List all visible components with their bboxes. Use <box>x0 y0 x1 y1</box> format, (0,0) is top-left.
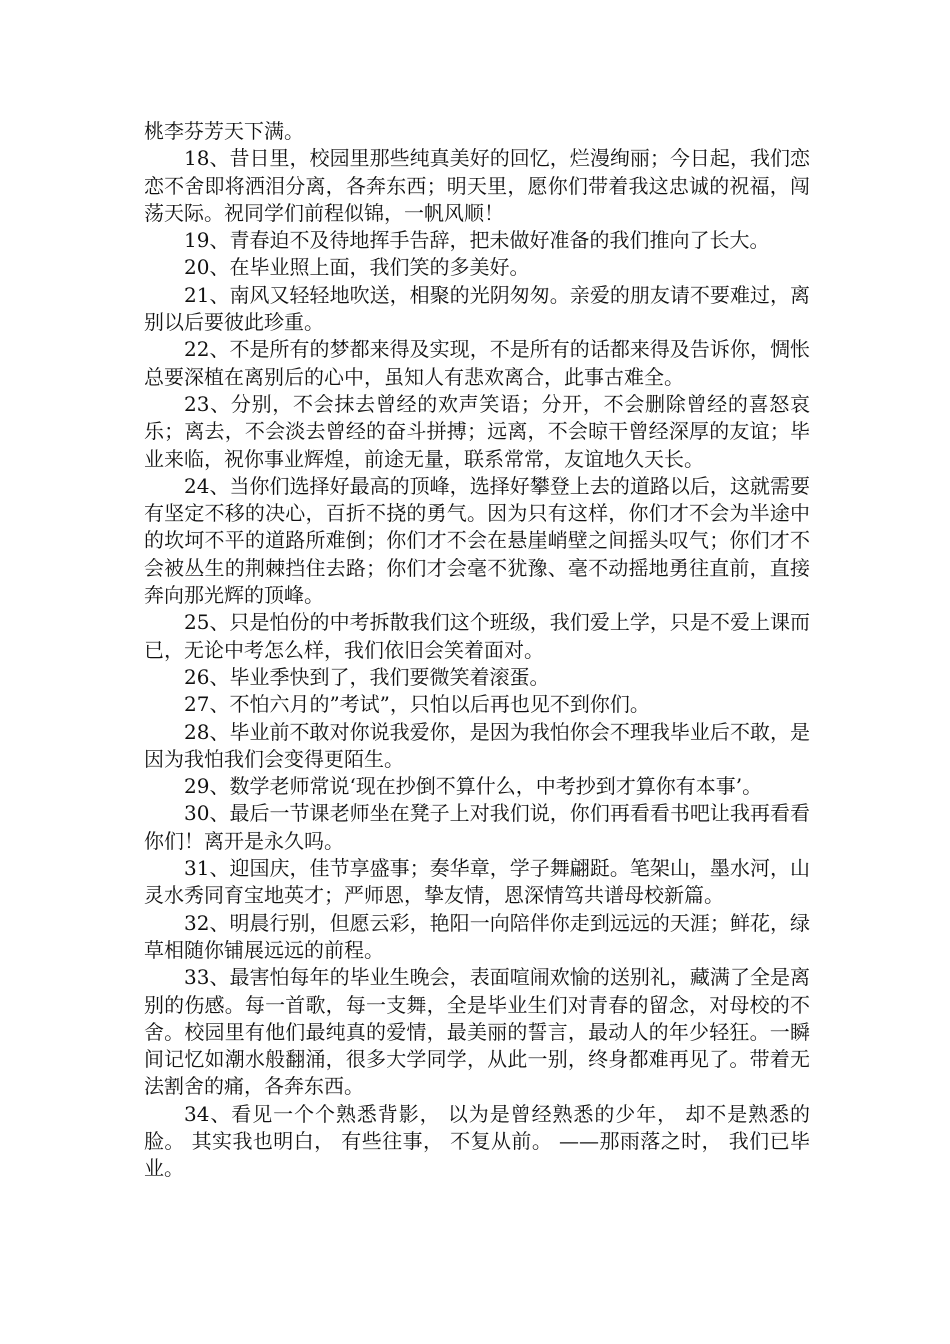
paragraph-23: 23、分别，不会抹去曾经的欢声笑语；分开，不会删除曾经的喜怒哀乐；离去，不会淡去曾经的奋斗拼搏；远离，不会晾干曾经深厚的友谊；毕业来临，祝你事业辉煌，前途无量，联系常常，友谊地久天长。 <box>144 391 810 471</box>
document-body <box>144 118 810 1183</box>
paragraph-21: 21、南风又轻轻地吹送，相聚的光阴匆匆。亲爱的朋友请不要难过，离别以后要彼此珍重。 <box>144 282 810 335</box>
paragraph-32: 32、明晨行别，但愿云彩，艳阳一向陪伴你走到远远的天涯；鲜花，绿草相随你铺展远远的前程。 <box>144 910 810 962</box>
paragraph-26: 26、毕业季快到了，我们要微笑着滚蛋。 <box>184 664 550 689</box>
paragraph-24: 24、当你们选择好最高的顶峰，选择好攀登上去的道路以后，这就需要有坚定不移的决心，百折不挠的勇气。因为只有这样，你们才不会为半途中的坎坷不平的道路所难倒；你们才不会在悬崖峭壁之间摇头叹气；你们才不会被丛生的荆棘挡住去路；你们才会毫不犹豫、毫不动摇地勇往直前，直接奔向那光辉的顶峰。 <box>144 473 810 608</box>
paragraph-continuation: 桃李芬芳天下满。 <box>144 119 304 143</box>
paragraph-25: 25、只是怕份的中考拆散我们这个班级，我们爱上学，只是不爱上课而已，无论中考怎么样，我们依旧会笑着面对。 <box>144 610 810 662</box>
paragraph-31: 31、迎国庆，佳节享盛事；奏华章，学子舞翩跹。笔架山，墨水河，山灵水秀同育宝地英才；严师恩，挚友情，恩深情笃共谱母校新篇。 <box>144 856 810 908</box>
paragraph-33: 33、最害怕每年的毕业生晚会，表面喧闹欢愉的送别礼，藏满了全是离别的伤感。每一首歌，每一支舞，全是毕业生们对青春的留念，对母校的不舍。校园里有他们最纯真的爱情，最美丽的誓言，最动人的年少轻狂。一瞬间记忆如潮水般翻涌，很多大学同学，从此一别，终身都难再见了。带着无法割舍的痛，各奔东西。 <box>144 965 810 1099</box>
paragraph-22: 22、不是所有的梦都来得及实现，不是所有的话都来得及告诉你，惆怅总要深植在离别后的心中，虽知人有悲欢离合，此事古难全。 <box>144 337 810 389</box>
paragraph-34: 34、看见一个个熟悉背影， 以为是曾经熟悉的少年， 却不是熟悉的脸。 其实我也明白， 有些往事， 不复从前。 ——那雨落之时， 我们已毕业。 <box>144 1101 810 1181</box>
paragraph-19: 19、青春迫不及待地挥手告辞，把未做好准备的我们推向了长大。 <box>184 228 770 253</box>
paragraph-20: 20、在毕业照上面，我们笑的多美好。 <box>184 255 530 280</box>
paragraph-30: 30、最后一节课老师坐在凳子上对我们说，你们再看看书吧让我再看看你们！离开是永久吗。 <box>144 801 810 853</box>
paragraph-29: 29、数学老师常说‘现在抄倒不算什么，中考抄到才算你有本事’。 <box>184 774 763 799</box>
paragraph-18: 18、昔日里，校园里那些纯真美好的回忆，烂漫绚丽；今日起，我们恋恋不舍即将洒泪分离，各奔东西；明天里，愿你们带着我这忠诚的祝福，闯荡天际。祝同学们前程似锦，一帆风顺！ <box>144 146 810 225</box>
paragraph-27: 27、不怕六月的”考试”，只怕以后再也见不到你们。 <box>184 692 650 717</box>
paragraph-28: 28、毕业前不敢对你说我爱你，是因为我怕你会不理我毕业后不敢，是因为我怕我们会变得更陌生。 <box>144 719 810 771</box>
